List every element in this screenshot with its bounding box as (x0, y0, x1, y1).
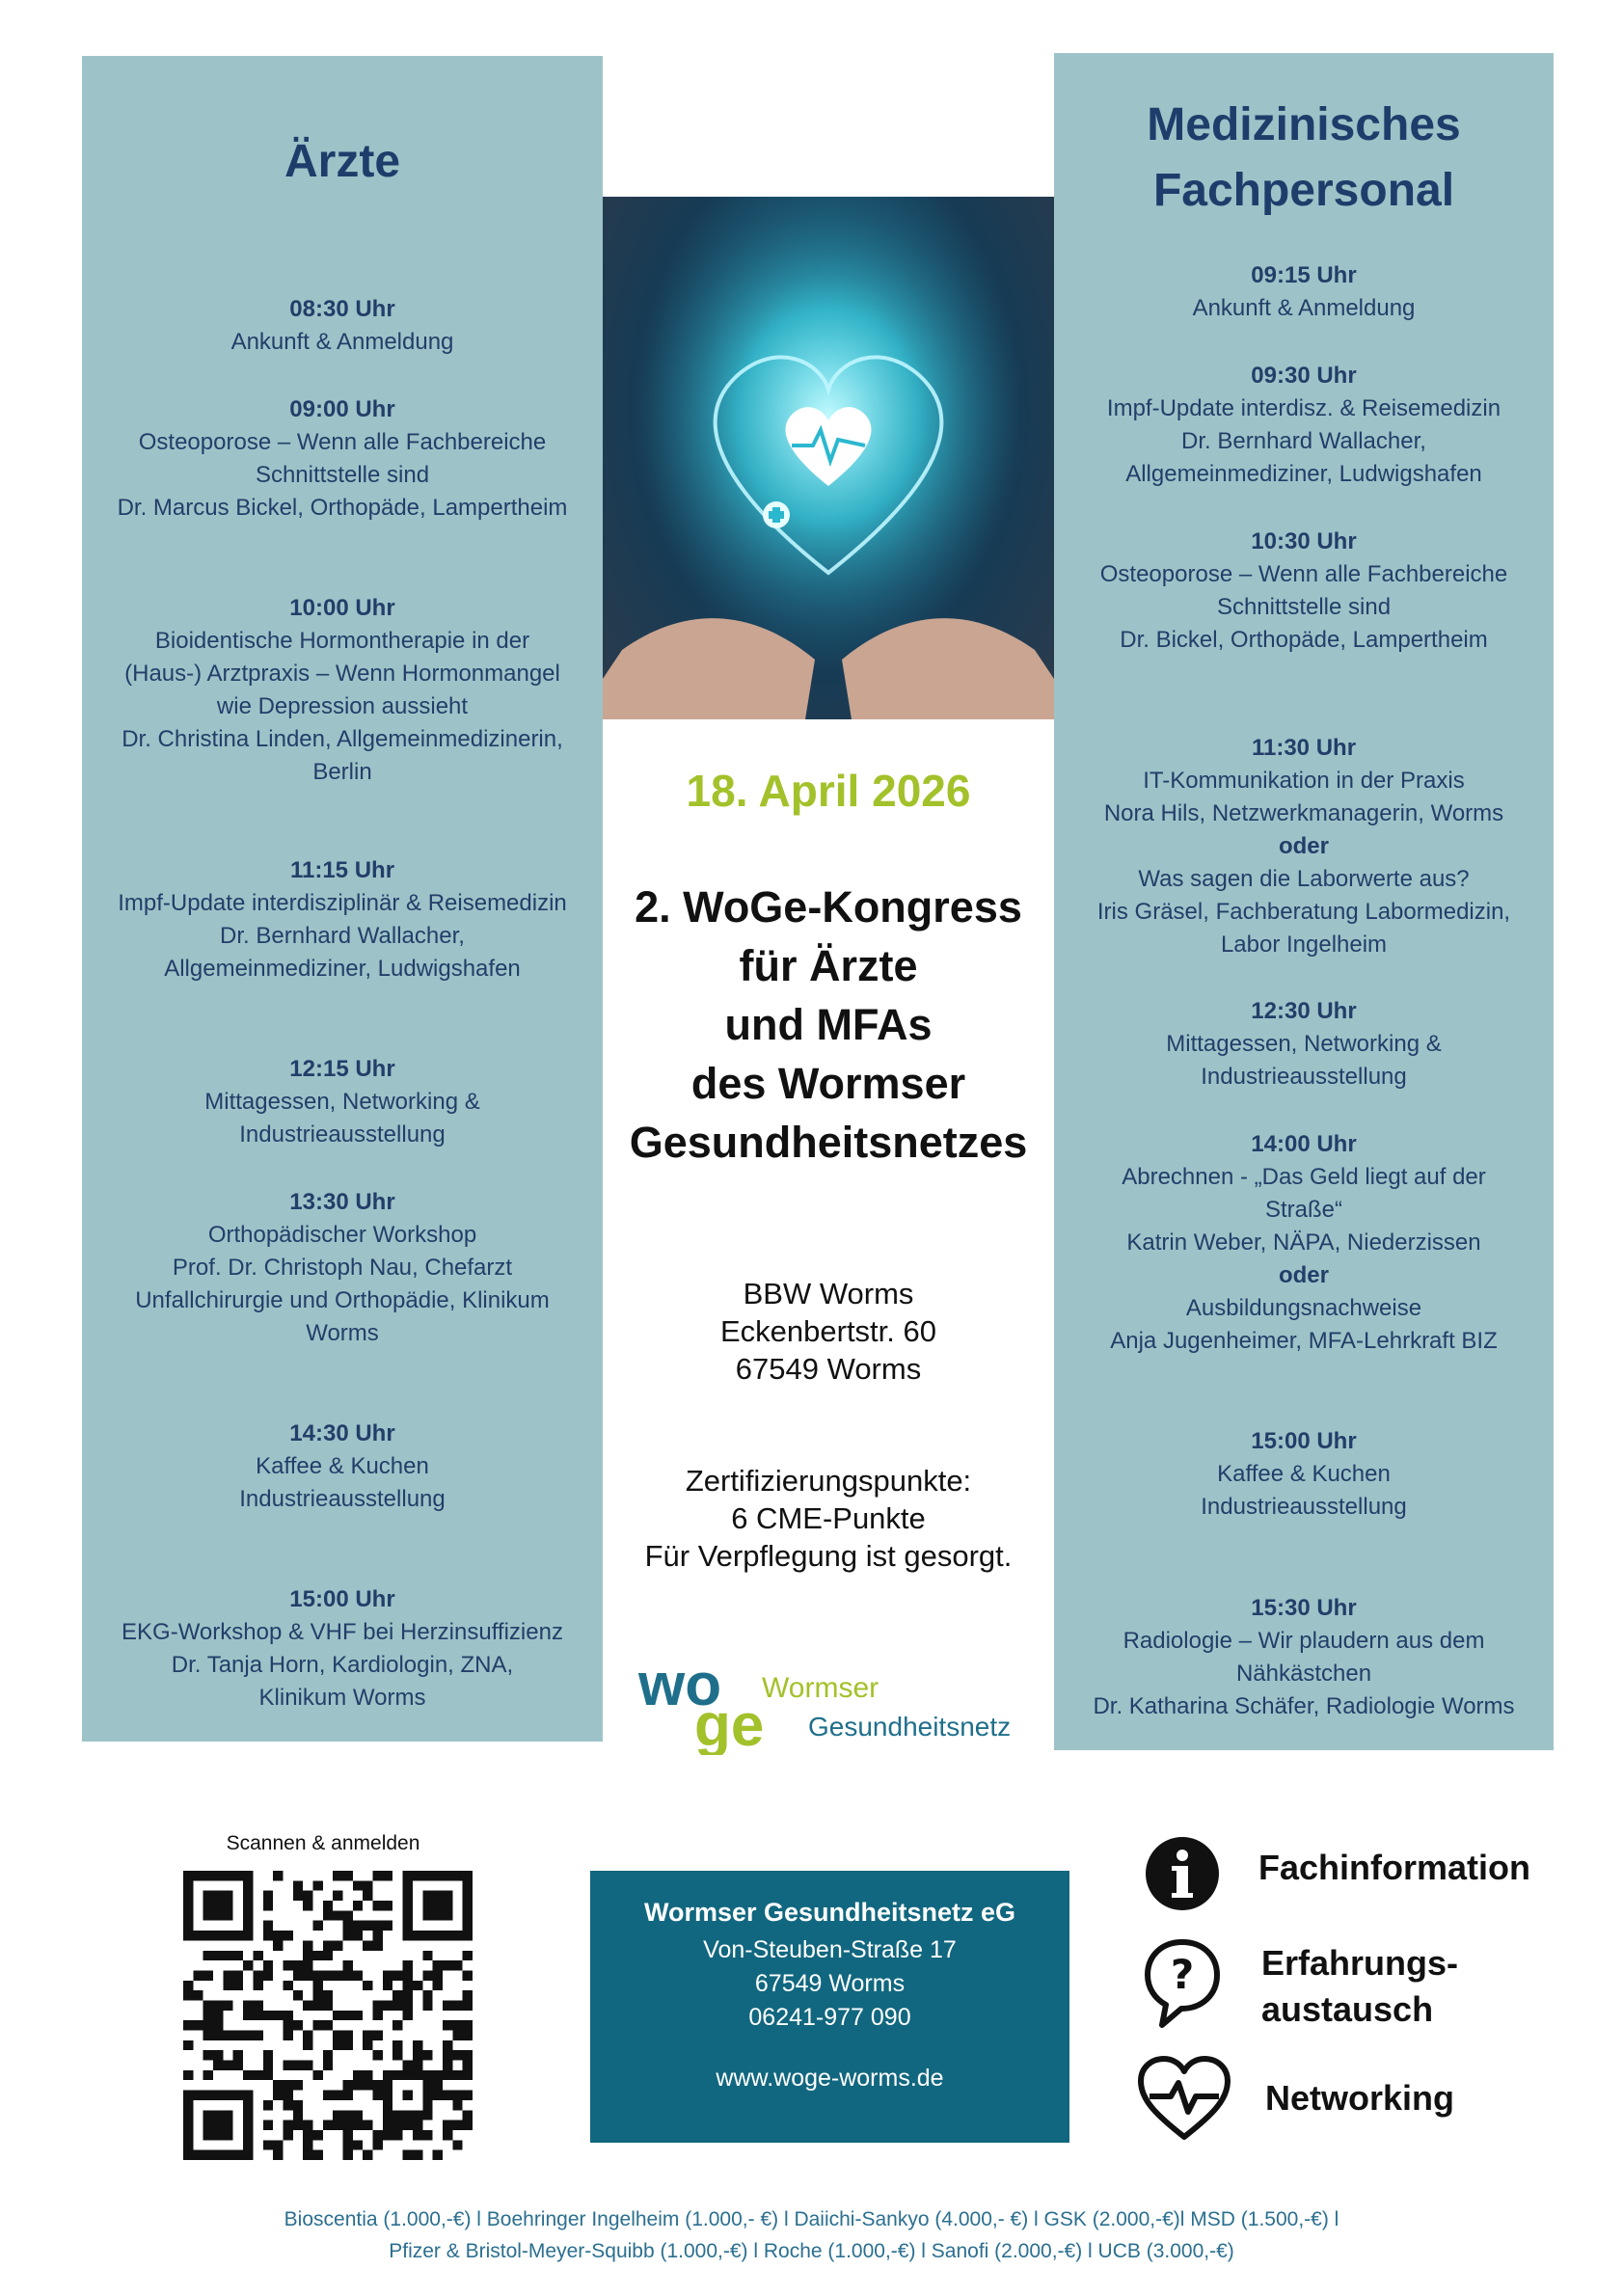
slot-line: Dr. Katharina Schäfer, Radiologie Worms (1093, 1693, 1515, 1719)
slot-line: Abrechnen - „Das Geld liegt auf der (1122, 1164, 1486, 1190)
slot-line: Industrieausstellung (1201, 1064, 1407, 1090)
contact-name: Wormser Gesundheitsnetz eG (643, 1898, 1016, 1927)
sponsors-line: Pfizer & Bristol-Meyer-Squibb (1.000,-€) l Roche (1.000,-€) l Sanofi (2.000,-€) l UCB (3.000,-€) (389, 2240, 1234, 2262)
logo-mark-wo: wo (638, 1652, 722, 1718)
logo-line1: Wormser (762, 1672, 879, 1704)
slot-line: Dr. Bickel, Orthopäde, Lampertheim (1120, 627, 1488, 653)
logo-line2: Gesundheitsnetz (808, 1712, 1012, 1742)
event-title (603, 878, 1054, 1172)
info-icon (1143, 1834, 1222, 1913)
slot-line: Dr. Bernhard Wallacher, (1181, 428, 1426, 454)
slot-line: Industrieausstellung (1201, 1494, 1407, 1520)
slot-time: 13:30 Uhr (289, 1189, 395, 1215)
slot-line: Katrin Weber, NÄPA, Niederzissen (1126, 1229, 1481, 1256)
slot-line: Allgemeinmediziner, Ludwigshafen (1125, 461, 1482, 487)
slot-line: Was sagen die Laborwerte aus? (1138, 866, 1470, 892)
sponsors-list (0, 2203, 1623, 2267)
slot-line: Nora Hils, Netzwerkmanagerin, Worms (1103, 800, 1504, 826)
heart-pulse-icon (1136, 2054, 1232, 2143)
contact-street: Von-Steuben-Straße 17 (703, 1936, 957, 1963)
slot-line: Berlin (312, 759, 372, 785)
schedule-slot (92, 854, 593, 986)
event-title-line: Gesundheitsnetzes (629, 1118, 1028, 1167)
event-date: 18. April 2026 (686, 766, 971, 816)
schedule-slot (92, 393, 593, 525)
schedule-slot (1064, 526, 1544, 657)
slot-line: Ankunft & Anmeldung (230, 329, 454, 355)
schedule-slot (92, 1418, 593, 1516)
slot-line: Anja Jugenheimer, MFA-Lehrkraft BIZ (1110, 1328, 1498, 1354)
slot-line: Mittagessen, Networking & (204, 1089, 480, 1115)
slot-line: Ankunft & Anmeldung (1192, 295, 1416, 321)
cert-line: Für Verpflegung ist gesorgt. (644, 1539, 1013, 1573)
schedule-slot (1064, 360, 1544, 491)
schedule-slot (92, 1583, 593, 1715)
slot-time: 14:00 Uhr (1251, 1131, 1357, 1157)
venue-line: 67549 Worms (735, 1352, 922, 1386)
event-venue (603, 1275, 1054, 1388)
slot-line: Prof. Dr. Christoph Nau, Chefarzt (172, 1255, 513, 1281)
slot-line: Osteoporose – Wenn alle Fachbereiche (138, 429, 547, 455)
schedule-slot (92, 592, 593, 789)
slot-line: IT-Kommunikation in der Praxis (1143, 768, 1465, 794)
slot-time: 08:30 Uhr (289, 296, 395, 322)
slot-line: Schnittstelle sind (1216, 594, 1392, 620)
slot-line: Worms (306, 1320, 379, 1346)
slot-line: Radiologie – Wir plaudern aus dem (1123, 1628, 1485, 1654)
question-bubble-icon (1143, 1938, 1222, 2030)
slot-line: Allgemeinmediziner, Ludwigshafen (164, 956, 521, 982)
hero-image (603, 197, 1054, 719)
feature-exchange-label (1261, 1940, 1458, 2033)
feature-info-label: Fachinformation (1258, 1848, 1531, 1887)
doctors-heading: Ärzte (284, 136, 401, 187)
event-title-line: für Ärzte (739, 941, 918, 990)
schedule-slot (1064, 1128, 1544, 1358)
slot-line: Bioidentische Hormontherapie in der (154, 628, 530, 654)
venue-line: Eckenbertstr. 60 (719, 1314, 936, 1348)
slot-time: 15:00 Uhr (289, 1586, 395, 1612)
schedule-slot (1064, 995, 1544, 1094)
schedule-slot (92, 1053, 593, 1151)
slot-line: Kaffee & Kuchen (256, 1453, 429, 1479)
staff-heading-line2: Fachpersonal (1152, 165, 1455, 216)
slot-line: Nähkästchen (1235, 1661, 1372, 1687)
schedule-slot (92, 1186, 593, 1350)
slot-time: 12:15 Uhr (289, 1056, 395, 1082)
contact-city: 67549 Worms (754, 1970, 906, 1997)
slot-time: 10:30 Uhr (1251, 528, 1357, 554)
contact-box (590, 1871, 1069, 2143)
slot-time: 09:15 Uhr (1251, 262, 1357, 288)
slot-time: 09:00 Uhr (289, 396, 395, 422)
slot-line: EKG-Workshop & VHF bei Herzinsuffizienz (122, 1619, 563, 1645)
slot-line: Dr. Marcus Bickel, Orthopäde, Lampertheim (117, 495, 568, 521)
feature-exchange-line: Erfahrungs- (1261, 1943, 1459, 1983)
slot-line: wie Depression aussieht (216, 693, 469, 719)
slot-line: (Haus-) Arztpraxis – Wenn Hormonmangel (124, 661, 560, 687)
qr-code[interactable] (183, 1871, 473, 2160)
schedule-slot (1064, 1592, 1544, 1723)
venue-line: BBW Worms (743, 1277, 914, 1310)
slot-time: 11:15 Uhr (289, 857, 395, 883)
event-title-line: des Wormser (690, 1059, 966, 1108)
slot-line: Ausbildungsnachweise (1185, 1295, 1422, 1321)
slot-line: Straße“ (1264, 1197, 1342, 1223)
staff-heading-line1: Medizinisches (1147, 99, 1461, 150)
contact-website[interactable]: www.woge-worms.de (716, 2065, 944, 2092)
logo-mark-ge: ge (694, 1692, 765, 1755)
slot-line: Orthopädischer Workshop (207, 1222, 477, 1248)
event-certification (603, 1462, 1054, 1575)
event-title-line: 2. WoGe-Kongress (635, 882, 1022, 932)
svg-text:?: ? (1170, 1951, 1195, 1998)
staff-schedule-panel (1054, 53, 1554, 1750)
slot-time: 11:30 Uhr (1251, 735, 1357, 761)
feature-exchange-line: austausch (1261, 1989, 1434, 2029)
feature-networking-label: Networking (1265, 2078, 1455, 2118)
slot-line: Kaffee & Kuchen (1217, 1461, 1391, 1487)
slot-line: Klinikum Worms (258, 1685, 426, 1711)
slot-time: 15:00 Uhr (1251, 1428, 1357, 1454)
qr-label: Scannen & anmelden (226, 1832, 420, 1854)
doctors-schedule-panel (82, 56, 603, 1742)
slot-line: Iris Gräsel, Fachberatung Labormedizin, (1096, 899, 1511, 925)
schedule-slot (92, 293, 593, 359)
slot-time: 14:30 Uhr (289, 1420, 395, 1446)
slot-time: 12:30 Uhr (1251, 998, 1357, 1024)
slot-time: 09:30 Uhr (1251, 363, 1357, 389)
event-title-line: und MFAs (724, 1000, 933, 1049)
slot-time: 10:00 Uhr (289, 595, 395, 621)
slot-line: Dr. Tanja Horn, Kardiologin, ZNA, (171, 1652, 514, 1678)
slot-line: Industrieausstellung (239, 1486, 446, 1512)
schedule-slot (1064, 259, 1544, 325)
slot-line: Dr. Christina Linden, Allgemeinmedizinerin, (122, 726, 563, 752)
slot-line: Unfallchirurgie und Orthopädie, Klinikum (135, 1287, 550, 1313)
contact-phone: 06241-977 090 (748, 2004, 911, 2031)
schedule-slot (1064, 1425, 1544, 1524)
slot-line: Industrieausstellung (239, 1121, 446, 1148)
slot-line: Osteoporose – Wenn alle Fachbereiche (1099, 561, 1508, 587)
slot-or: oder (1278, 1262, 1329, 1288)
slot-or: oder (1278, 833, 1329, 859)
cert-line: 6 CME-Punkte (731, 1501, 926, 1535)
slot-time: 15:30 Uhr (1251, 1595, 1357, 1621)
slot-line: Labor Ingelheim (1220, 932, 1388, 958)
heart-hands-illustration (603, 197, 1054, 719)
sponsors-line: Bioscentia (1.000,-€) l Boehringer Ingelheim (1.000,- €) l Daiichi-Sankyo (4.000,- €) l GSK (2.000,-€)l MSD (1.500,-€) l (284, 2208, 1339, 2230)
cert-line: Zertifizierungspunkte: (685, 1464, 972, 1498)
slot-line: Schnittstelle sind (255, 462, 430, 488)
woge-logo (636, 1649, 1041, 1755)
slot-line: Impf-Update interdisz. & Reisemedizin (1106, 395, 1501, 421)
slot-line: Mittagessen, Networking & (1166, 1031, 1442, 1057)
slot-line: Dr. Bernhard Wallacher, (220, 923, 465, 949)
schedule-slot (1064, 732, 1544, 961)
slot-line: Impf-Update interdisziplinär & Reisemedizin (118, 890, 567, 916)
